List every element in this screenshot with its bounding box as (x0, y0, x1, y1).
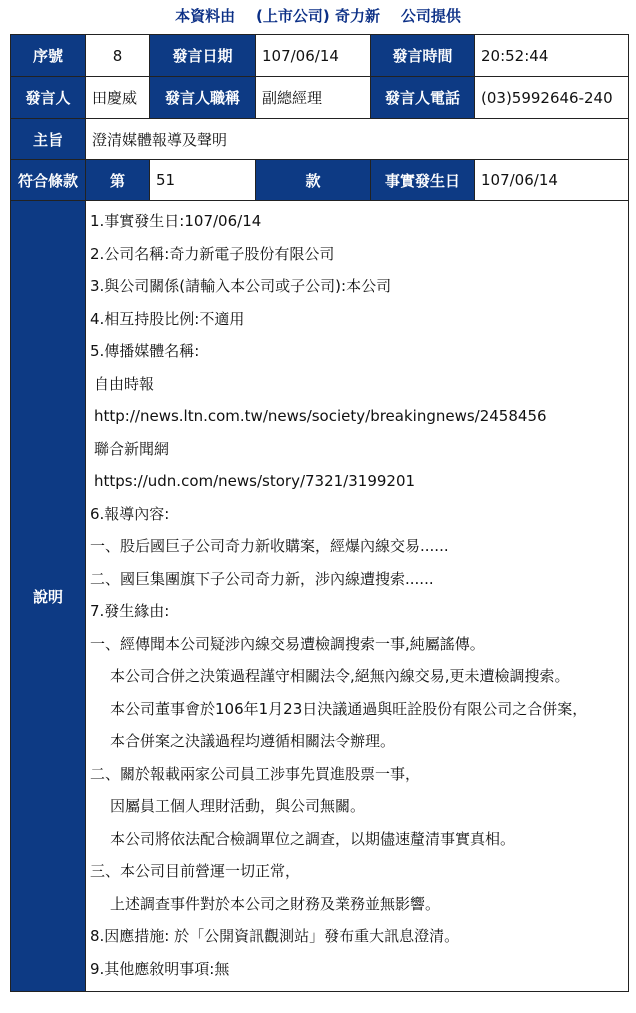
media-name: 自由時報 (94, 374, 155, 393)
time-label: 發言時間 (371, 35, 475, 77)
date-label: 發言日期 (150, 35, 256, 77)
description-label: 說明 (11, 201, 86, 992)
speaker-phone-label: 發言人電話 (371, 77, 475, 119)
description-line: 2.公司名稱:奇力新電子股份有限公司 (90, 244, 335, 263)
media-url: https://udn.com/news/story/7321/3199201 (94, 472, 416, 490)
event-date-value: 107/06/14 (475, 160, 629, 201)
clause-label: 符合條款 (11, 160, 86, 201)
description-content (86, 201, 629, 992)
clause-suffix-label: 款 (256, 160, 371, 201)
speaker-label: 發言人 (11, 77, 86, 119)
description-line: 一、股后國巨子公司奇力新收購案，經爆內線交易...... (90, 537, 449, 555)
subject-value: 澄清媒體報導及聲明 (86, 119, 629, 160)
description-line: 一、經傳聞本公司疑涉內線交易遭檢調搜索一事,純屬謠傳。 (90, 634, 485, 653)
speaker-title-label: 發言人職稱 (150, 77, 256, 119)
media-name: 聯合新聞網 (94, 439, 170, 458)
page-title: 本資料由 (上市公司) 奇力新 公司提供 (175, 7, 461, 25)
description-line: 9.其他應敘明事項:無 (90, 959, 230, 978)
announcement-table (10, 34, 629, 992)
speaker-value: 田慶威 (86, 77, 150, 119)
table-row (11, 160, 629, 201)
description-line: 本公司董事會於106年1月23日決議通過與旺詮股份有限公司之合併案， (110, 699, 588, 718)
speaker-title-value: 副總經理 (256, 77, 371, 119)
date-value: 107/06/14 (256, 35, 371, 77)
table-row (11, 201, 629, 992)
description-line: 因屬員工個人理財活動，與公司無關。 (110, 797, 366, 815)
description-line: 三、本公司目前營運一切正常， (90, 862, 301, 880)
description-line: 本公司合併之決策過程謹守相關法令,絕無內線交易,更未遭檢調搜索。 (110, 667, 570, 685)
description-line: 本合併案之決議過程均遵循相關法令辦理。 (110, 732, 396, 750)
description-line: 4.相互持股比例:不適用 (90, 309, 245, 328)
clause-number-value: 51 (150, 160, 256, 201)
description-line: 二、關於報載兩家公司員工涉事先買進股票一事， (90, 764, 421, 783)
event-date-label: 事實發生日 (371, 160, 475, 201)
media-url: http://news.ltn.com.tw/news/society/breakingnews/2458456 (94, 407, 547, 425)
time-value: 20:52:44 (475, 35, 629, 77)
description-line: 1.事實發生日:107/06/14 (90, 212, 262, 230)
description-line: 6.報導內容: (90, 504, 170, 523)
table-row (11, 77, 629, 119)
seq-label: 序號 (11, 35, 86, 77)
description-line: 二、國巨集團旗下子公司奇力新，涉內線遭搜索...... (90, 569, 434, 588)
subject-label: 主旨 (11, 119, 86, 160)
description-line: 上述調查事件對於本公司之財務及業務並無影響。 (110, 894, 441, 913)
description-line: 3.與公司關係(請輸入本公司或子公司):本公司 (90, 277, 392, 295)
description-line: 5.傳播媒體名稱: (90, 342, 200, 360)
table-row (11, 119, 629, 160)
speaker-phone-value: (03)5992646-240 (475, 77, 629, 119)
description-line: 本公司將依法配合檢調單位之調查，以期儘速釐清事實真相。 (110, 829, 516, 848)
description-line: 8.因應措施: 於「公開資訊觀測站」發布重大訊息澄清。 (90, 927, 460, 945)
description-line: 7.發生緣由: (90, 602, 170, 620)
seq-value: 8 (86, 35, 150, 77)
clause-prefix-label: 第 (86, 160, 150, 201)
table-row (11, 35, 629, 77)
